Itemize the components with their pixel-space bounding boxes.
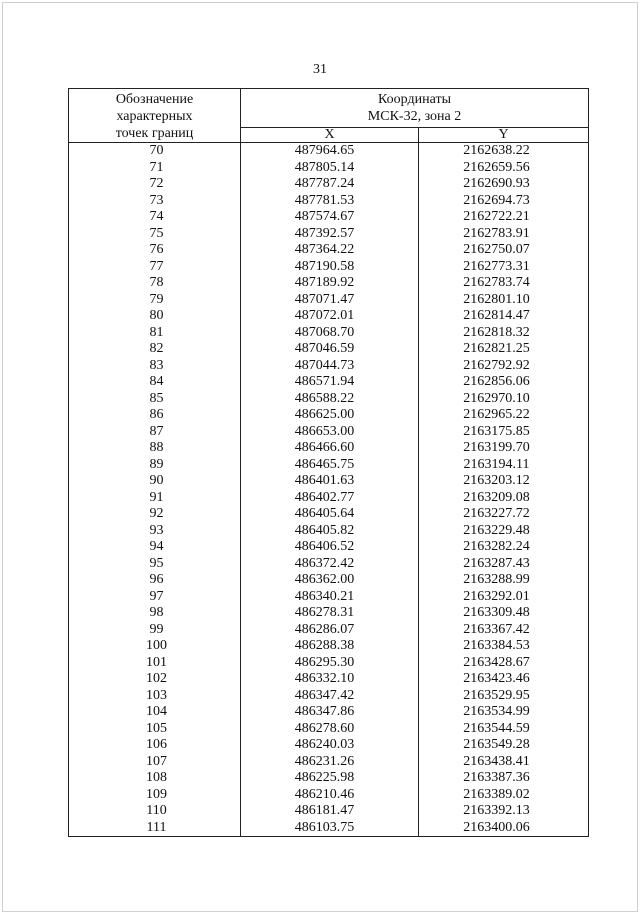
table-row	[69, 523, 589, 540]
point-cell: 84	[69, 374, 241, 391]
point-cell: 102	[69, 671, 241, 688]
x-coordinate-cell: 486466.60	[241, 440, 419, 457]
y-coordinate-cell: 2162773.31	[419, 259, 589, 276]
table-row	[69, 572, 589, 589]
y-coordinate-cell: 2162783.74	[419, 275, 589, 292]
table-row	[69, 143, 589, 160]
y-coordinate-cell: 2163194.11	[419, 457, 589, 474]
table-row	[69, 721, 589, 738]
x-coordinate-cell: 486240.03	[241, 737, 419, 754]
y-coordinate-cell: 2162801.10	[419, 292, 589, 309]
point-cell: 92	[69, 506, 241, 523]
table-row	[69, 556, 589, 573]
point-cell: 96	[69, 572, 241, 589]
y-coordinate-cell: 2163175.85	[419, 424, 589, 441]
table-row	[69, 770, 589, 787]
table-row	[69, 424, 589, 441]
x-coordinate-cell: 486372.42	[241, 556, 419, 573]
x-coordinate-cell: 487068.70	[241, 325, 419, 342]
table-row	[69, 407, 589, 424]
point-cell: 94	[69, 539, 241, 556]
y-coordinate-cell: 2163549.28	[419, 737, 589, 754]
point-cell: 110	[69, 803, 241, 820]
point-cell: 103	[69, 688, 241, 705]
coordinate-system: МСК-32, зона 2	[367, 109, 462, 125]
table-row	[69, 671, 589, 688]
table-header	[69, 89, 589, 143]
y-coordinate-cell: 2163203.12	[419, 473, 589, 490]
y-coordinate-cell: 2162659.56	[419, 160, 589, 177]
x-coordinate-cell: 486653.00	[241, 424, 419, 441]
x-coordinate-cell: 486347.86	[241, 704, 419, 721]
y-coordinate-cell: 2163392.13	[419, 803, 589, 820]
table-row	[69, 325, 589, 342]
point-cell: 85	[69, 391, 241, 408]
point-cell: 101	[69, 655, 241, 672]
y-coordinate-cell: 2162965.22	[419, 407, 589, 424]
y-coordinate-cell: 2162750.07	[419, 242, 589, 259]
point-cell: 81	[69, 325, 241, 342]
y-coordinate-cell: 2163544.59	[419, 721, 589, 738]
point-cell: 79	[69, 292, 241, 309]
point-cell: 70	[69, 143, 241, 160]
y-coordinate-cell: 2163529.95	[419, 688, 589, 705]
x-coordinate-cell: 486588.22	[241, 391, 419, 408]
table-row	[69, 622, 589, 639]
table-row	[69, 341, 589, 358]
y-coordinate-cell: 2163400.06	[419, 820, 589, 837]
table-row	[69, 259, 589, 276]
coordinates-table	[68, 88, 589, 837]
table-row	[69, 374, 589, 391]
x-coordinate-cell: 486571.94	[241, 374, 419, 391]
point-cell: 90	[69, 473, 241, 490]
point-cell: 72	[69, 176, 241, 193]
table-row	[69, 490, 589, 507]
x-coordinate-cell: 486210.46	[241, 787, 419, 804]
point-cell: 107	[69, 754, 241, 771]
point-header-line: точек границ	[115, 126, 194, 141]
x-coordinate-cell: 486231.26	[241, 754, 419, 771]
x-coordinate-cell: 487781.53	[241, 193, 419, 210]
x-coordinate-cell: 487190.58	[241, 259, 419, 276]
table-row	[69, 737, 589, 754]
table-row	[69, 787, 589, 804]
x-coordinate-cell: 486405.64	[241, 506, 419, 523]
y-column-header: Y	[419, 127, 589, 142]
table-row	[69, 589, 589, 606]
point-cell: 76	[69, 242, 241, 259]
x-coordinate-cell: 487072.01	[241, 308, 419, 325]
y-coordinate-cell: 2162783.91	[419, 226, 589, 243]
y-coordinate-cell: 2162638.22	[419, 143, 589, 160]
point-cell: 104	[69, 704, 241, 721]
x-coordinate-cell: 486295.30	[241, 655, 419, 672]
point-cell: 106	[69, 737, 241, 754]
y-coordinate-cell: 2162814.47	[419, 308, 589, 325]
point-cell: 88	[69, 440, 241, 457]
y-coordinate-cell: 2163367.42	[419, 622, 589, 639]
x-coordinate-cell: 486278.31	[241, 605, 419, 622]
point-cell: 73	[69, 193, 241, 210]
x-coordinate-cell: 486406.52	[241, 539, 419, 556]
y-coordinate-cell: 2162818.32	[419, 325, 589, 342]
page-number: 31	[313, 62, 327, 77]
point-cell: 87	[69, 424, 241, 441]
point-cell: 77	[69, 259, 241, 276]
x-coordinate-cell: 487964.65	[241, 143, 419, 160]
table-row	[69, 358, 589, 375]
table-row	[69, 605, 589, 622]
x-coordinate-cell: 486340.21	[241, 589, 419, 606]
x-coordinate-cell: 486103.75	[241, 820, 419, 837]
point-cell: 95	[69, 556, 241, 573]
y-coordinate-cell: 2162722.21	[419, 209, 589, 226]
point-cell: 111	[69, 820, 241, 837]
point-cell: 78	[69, 275, 241, 292]
point-cell: 105	[69, 721, 241, 738]
table-row	[69, 308, 589, 325]
point-column-header	[69, 89, 241, 143]
table-row	[69, 688, 589, 705]
x-coordinate-cell: 486332.10	[241, 671, 419, 688]
x-coordinate-cell: 486288.38	[241, 638, 419, 655]
y-coordinate-cell: 2163199.70	[419, 440, 589, 457]
x-coordinate-cell: 487364.22	[241, 242, 419, 259]
x-coordinate-cell: 487046.59	[241, 341, 419, 358]
y-coordinate-cell: 2163282.24	[419, 539, 589, 556]
y-coordinate-cell: 2162694.73	[419, 193, 589, 210]
table-row	[69, 457, 589, 474]
x-coordinate-cell: 486347.42	[241, 688, 419, 705]
table-row	[69, 803, 589, 820]
table-body	[69, 143, 589, 837]
table-row	[69, 638, 589, 655]
y-coordinate-cell: 2162970.10	[419, 391, 589, 408]
y-coordinate-cell: 2163309.48	[419, 605, 589, 622]
point-cell: 93	[69, 523, 241, 540]
table-row	[69, 176, 589, 193]
x-coordinate-cell: 486401.63	[241, 473, 419, 490]
table-row	[69, 160, 589, 177]
x-coordinate-cell: 486625.00	[241, 407, 419, 424]
y-coordinate-cell: 2162690.93	[419, 176, 589, 193]
coordinates-header	[241, 89, 589, 128]
table-row	[69, 655, 589, 672]
x-coordinate-cell: 487787.24	[241, 176, 419, 193]
table-row	[69, 473, 589, 490]
point-cell: 89	[69, 457, 241, 474]
x-coordinate-cell: 486286.07	[241, 622, 419, 639]
y-coordinate-cell: 2163384.53	[419, 638, 589, 655]
y-coordinate-cell: 2163209.08	[419, 490, 589, 507]
point-cell: 91	[69, 490, 241, 507]
point-header-line: характерных	[116, 109, 193, 124]
x-coordinate-cell: 486405.82	[241, 523, 419, 540]
x-column-header: X	[241, 127, 419, 142]
table-row	[69, 754, 589, 771]
coordinates-title: Координаты	[378, 92, 451, 108]
table-row	[69, 226, 589, 243]
table-row	[69, 193, 589, 210]
point-cell: 80	[69, 308, 241, 325]
table-row	[69, 704, 589, 721]
x-coordinate-cell: 487189.92	[241, 275, 419, 292]
point-cell: 109	[69, 787, 241, 804]
y-coordinate-cell: 2163534.99	[419, 704, 589, 721]
point-cell: 83	[69, 358, 241, 375]
y-coordinate-cell: 2162792.92	[419, 358, 589, 375]
table-row	[69, 275, 589, 292]
table-row	[69, 391, 589, 408]
point-cell: 97	[69, 589, 241, 606]
x-coordinate-cell: 487392.57	[241, 226, 419, 243]
y-coordinate-cell: 2163387.36	[419, 770, 589, 787]
x-coordinate-cell: 487071.47	[241, 292, 419, 309]
y-coordinate-cell: 2163423.46	[419, 671, 589, 688]
point-cell: 98	[69, 605, 241, 622]
x-coordinate-cell: 487044.73	[241, 358, 419, 375]
point-cell: 74	[69, 209, 241, 226]
table-row	[69, 820, 589, 837]
y-coordinate-cell: 2162821.25	[419, 341, 589, 358]
y-coordinate-cell: 2163428.67	[419, 655, 589, 672]
y-coordinate-cell: 2163229.48	[419, 523, 589, 540]
table-row	[69, 242, 589, 259]
point-cell: 100	[69, 638, 241, 655]
x-coordinate-cell: 486362.00	[241, 572, 419, 589]
point-cell: 82	[69, 341, 241, 358]
y-coordinate-cell: 2163287.43	[419, 556, 589, 573]
x-coordinate-cell: 486181.47	[241, 803, 419, 820]
point-cell: 86	[69, 407, 241, 424]
y-coordinate-cell: 2162856.06	[419, 374, 589, 391]
y-coordinate-cell: 2163288.99	[419, 572, 589, 589]
point-cell: 108	[69, 770, 241, 787]
table-row	[69, 209, 589, 226]
x-coordinate-cell: 486225.98	[241, 770, 419, 787]
table-row	[69, 539, 589, 556]
table-row	[69, 440, 589, 457]
x-coordinate-cell: 486278.60	[241, 721, 419, 738]
point-cell: 71	[69, 160, 241, 177]
y-coordinate-cell: 2163389.02	[419, 787, 589, 804]
x-coordinate-cell: 486465.75	[241, 457, 419, 474]
x-coordinate-cell: 487805.14	[241, 160, 419, 177]
point-header-line: Обозначение	[115, 92, 194, 107]
y-coordinate-cell: 2163292.01	[419, 589, 589, 606]
y-coordinate-cell: 2163227.72	[419, 506, 589, 523]
point-cell: 99	[69, 622, 241, 639]
y-coordinate-cell: 2163438.41	[419, 754, 589, 771]
x-coordinate-cell: 487574.67	[241, 209, 419, 226]
x-coordinate-cell: 486402.77	[241, 490, 419, 507]
table-row	[69, 292, 589, 309]
table-row	[69, 506, 589, 523]
point-cell: 75	[69, 226, 241, 243]
